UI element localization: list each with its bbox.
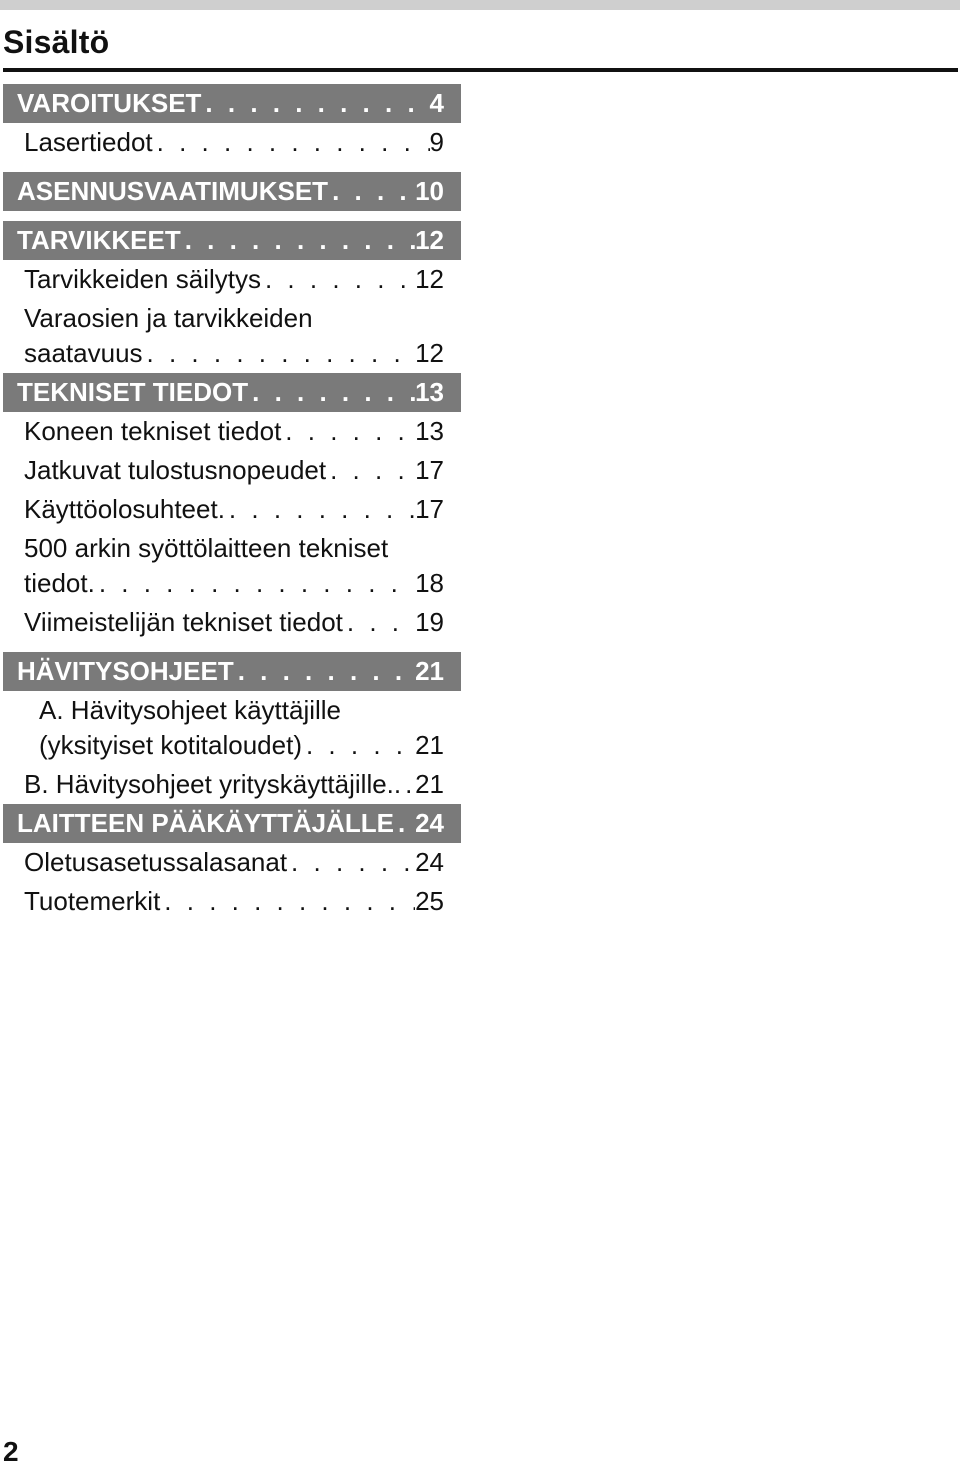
toc-entry-label-line: A. Hävitysohjeet käyttäjille [39,695,342,725]
toc-entry-label: Käyttöolosuhteet. [24,494,225,524]
dot-leader [328,174,415,209]
toc-entry-label: TEKNISET TIEDOT [17,377,249,407]
toc-page-number: 24 [415,808,444,838]
toc-entry[interactable] [3,843,461,882]
toc-page-number: 17 [415,494,444,524]
toc-entry-label: Jatkuvat tulostusnopeudet [24,455,327,485]
dot-leader [302,728,415,763]
dot-leader [401,767,415,802]
toc-page-number: 24 [415,847,444,877]
toc-section-entry[interactable] [3,172,461,211]
toc-page-number: 25 [415,886,444,916]
toc-section-entry[interactable] [3,373,461,412]
toc-page-number: 18 [415,568,444,598]
toc-entry[interactable] [3,529,461,603]
toc-entry-label: tiedot. [24,568,95,598]
toc-page-number: 21 [415,656,444,686]
toc-entry-label: HÄVITYSOHJEET [17,656,234,686]
toc-section-entry[interactable] [3,652,461,691]
dot-leader [326,453,415,488]
dot-leader [160,884,415,919]
toc-page-number: 21 [415,730,444,760]
toc-entry[interactable] [3,123,461,162]
toc-entry[interactable] [3,603,461,642]
toc-entry-label: saatavuus [24,338,143,368]
toc-entry-label: Lasertiedot [24,127,153,157]
dot-leader [287,845,415,880]
dot-leader [143,336,416,371]
dot-leader [281,414,415,449]
dot-leader [153,125,430,160]
toc-entry-label: Viimeistelijän tekniset tiedot [24,607,343,637]
toc-entry-label: B. Hävitysohjeet yrityskäyttäjille.. [24,769,402,799]
toc-entry-label-line: Varaosien ja tarvikkeiden [24,303,313,333]
toc-section-entry[interactable] [3,84,461,123]
toc-entry-label: Tarvikkeiden säilytys [24,264,261,294]
dot-leader [234,654,415,689]
dot-leader [95,566,415,601]
toc-entry[interactable] [3,691,461,765]
toc-page-number: 13 [415,377,444,407]
toc-page-number: 4 [429,88,444,118]
toc-entry[interactable] [3,412,461,451]
toc-entry-label: ASENNUSVAATIMUKSET [17,176,329,206]
toc-entry[interactable] [3,490,461,529]
dot-leader [225,492,415,527]
dot-leader [248,375,415,410]
toc-entry-label: VAROITUKSET [17,88,202,118]
toc-entry[interactable] [3,765,461,804]
toc-entry-label: (yksityiset kotitaloudet) [39,730,302,760]
toc-page-number: 13 [415,416,444,446]
toc-entry[interactable] [3,299,461,373]
toc-page-number: 17 [415,455,444,485]
toc-entry-label: TARVIKKEET [17,225,181,255]
toc-entry-label: Oletusasetussalasanat [24,847,288,877]
toc-page-number: 19 [415,607,444,637]
page-title: Sisältö [3,24,110,60]
title-divider [3,68,958,72]
dot-leader [201,86,429,121]
toc-entry[interactable] [3,882,461,921]
toc-entry-label-line: 500 arkin syöttölaitteen tekniset [24,533,389,563]
toc-entry-label: Tuotemerkit [24,886,161,916]
header-band [0,0,960,10]
toc-entry[interactable] [3,451,461,490]
toc-page-number: 10 [415,176,444,206]
toc-entry-label: Koneen tekniset tiedot [24,416,282,446]
toc-section-entry[interactable] [3,804,461,843]
page-number: 2 [3,1436,19,1467]
toc-entry[interactable] [3,260,461,299]
dot-leader [394,806,415,841]
dot-leader [261,262,415,297]
toc-page-number: 12 [415,264,444,294]
toc-section-entry[interactable] [3,221,461,260]
toc-page-number: 12 [415,338,444,368]
dot-leader [181,223,415,258]
toc-page-number: 21 [415,769,444,799]
toc-page-number: 9 [429,127,444,157]
toc-page-number: 12 [415,225,444,255]
toc-entry-label: LAITTEEN PÄÄKÄYTTÄJÄLLE [17,808,394,838]
dot-leader [343,605,415,640]
table-of-contents [3,84,461,921]
